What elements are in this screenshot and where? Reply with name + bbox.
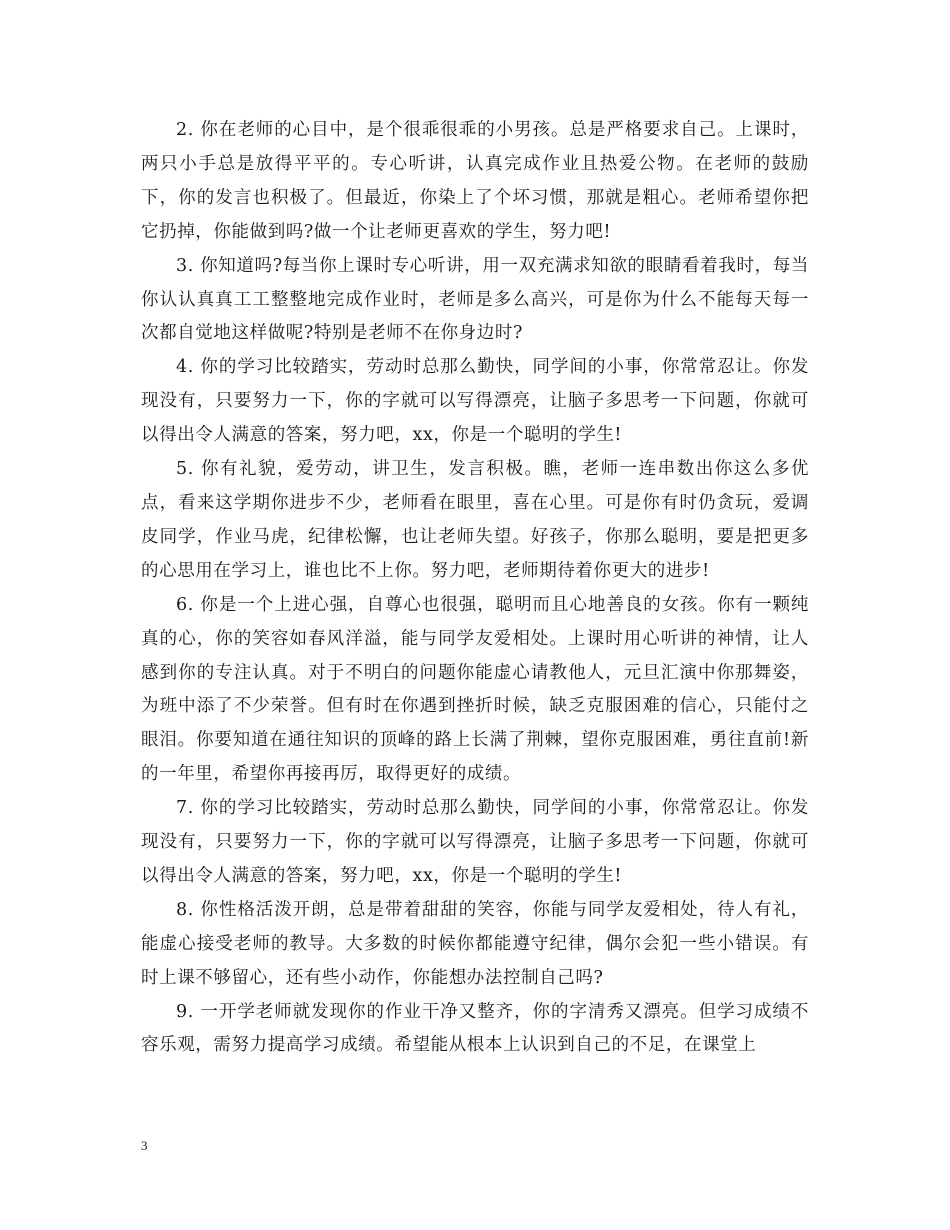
comment-paragraph-8: 8. 你性格活泼开朗，总是带着甜甜的笑容，你能与同学友爱相处，待人有礼，能虚心接受老师的教导。大多数的时候你都能遵守纪律，偶尔会犯一些小错误。有时上课不够留心，还有些小动作，你能想办法控制自己吗?	[141, 899, 809, 988]
comment-paragraph-5: 5. 你有礼貌，爱劳动，讲卫生，发言积极。瞧，老师一连串数出你这么多优点，看来这学期你进步不少，老师看在眼里，喜在心里。可是你有时仍贪玩，爱调皮同学，作业马虎，纪律松懈，也让老师失望。好孩子，你那么聪明，要是把更多的心思用在学习上，谁也比不上你。努力吧，老师期待着你更大的进步!	[141, 459, 809, 581]
comment-paragraph-4: 4. 你的学习比较踏实，劳动时总那么勤快，同学间的小事，你常常忍让。你发现没有，只要努力一下，你的字就可以写得漂亮，让脑子多思考一下问题，你就可以得出令人满意的答案，努力吧，xx，你是一个聪明的学生!	[141, 357, 809, 446]
page-number: 3	[141, 1138, 148, 1153]
document-body	[141, 114, 809, 1063]
comment-paragraph-2: 2. 你在老师的心目中，是个很乖很乖的小男孩。总是严格要求自己。上课时，两只小手总是放得平平的。专心听讲，认真完成作业且热爱公物。在老师的鼓励下，你的发言也积极了。但最近，你染上了个坏习惯，那就是粗心。老师希望你把它扔掉，你能做到吗?做一个让老师更喜欢的学生，努力吧!	[141, 120, 809, 242]
comment-paragraph-6: 6. 你是一个上进心强，自尊心也很强，聪明而且心地善良的女孩。你有一颗纯真的心，你的笑容如春风洋溢，能与同学友爱相处。上课时用心听讲的神情，让人感到你的专注认真。对于不明白的问题你能虚心请教他人，元旦汇演中你那舞姿，为班中添了不少荣誉。但有时在你遇到挫折时候，缺乏克服困难的信心，只能付之眼泪。你要知道在通往知识的顶峰的路上长满了荆棘，望你克服困难，勇往直前!新的一年里，希望你再接再厉，取得更好的成绩。	[141, 594, 809, 785]
comment-paragraph-3: 3. 你知道吗?每当你上课时专心听讲，用一双充满求知欲的眼睛看着我时，每当你认认真真工工整整地完成作业时，老师是多么高兴，可是你为什么不能每天每一次都自觉地这样做呢?特别是老师不在你身边时?	[141, 255, 809, 344]
comment-paragraph-9: 9. 一开学老师就发现你的作业干净又整齐，你的字清秀又漂亮。但学习成绩不容乐观，需努力提高学习成绩。希望能从根本上认识到自己的不足，在课堂上	[141, 1001, 809, 1056]
comment-paragraph-7: 7. 你的学习比较踏实，劳动时总那么勤快，同学间的小事，你常常忍让。你发现没有，只要努力一下，你的字就可以写得漂亮，让脑子多思考一下问题，你就可以得出令人满意的答案，努力吧，xx，你是一个聪明的学生!	[141, 798, 809, 886]
